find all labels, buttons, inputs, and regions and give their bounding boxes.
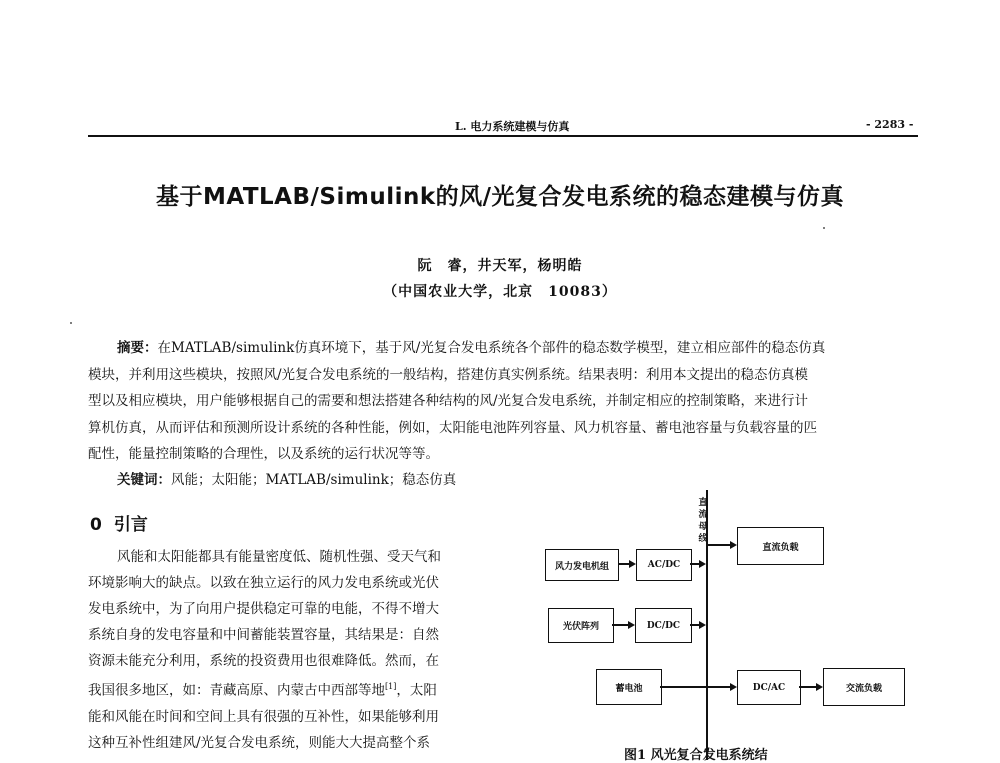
header-section: L. 电力系统建模与仿真 (455, 120, 570, 133)
abstract-label: 摘要： (117, 340, 158, 356)
body-line: 我国很多地区，如：青藏高原、内蒙古中西部等地[1]，太阳 (88, 682, 437, 699)
citation: [1] (385, 682, 397, 691)
keywords-text: 风能；太阳能；MATLAB/simulink；稳态仿真 (171, 472, 457, 488)
abstract-line: 模块，并利用这些模块，按照风/光复合发电系统的一般结构，搭建仿真实例系统。结果表明：利用本文提出的稳态仿真模 (88, 366, 809, 383)
body-line: 这种互补性组建风/光复合发电系统，则能大大提高整个系 (88, 734, 431, 751)
scan-speck (823, 227, 825, 229)
connector (708, 686, 732, 688)
arrow (628, 621, 635, 629)
acdc-block: AC/DC (636, 549, 692, 581)
dcac-block: DC/AC (737, 670, 801, 705)
battery-connector (660, 686, 706, 688)
header-page-number: - 2283 - (866, 118, 914, 131)
body-line: 能和风能在时间和空间上具有很强的互补性，如果能够利用 (88, 708, 439, 725)
keywords (117, 468, 456, 488)
figure-caption: 图1 风光复合发电系统结 (624, 748, 768, 763)
section-title: 引言 (113, 515, 148, 535)
arrow (699, 621, 706, 629)
wind-turbine-block: 风力发电机组 (545, 549, 619, 581)
affiliation: （中国农业大学，北京 10083） (383, 284, 617, 300)
arrow (629, 560, 636, 568)
connector (612, 624, 629, 626)
arrow (699, 560, 706, 568)
abstract-line: 型以及相应模块，用户能够根据自己的需要和想法搭建各种结构的风/光复合发电系统，并制定相应的控制策略，来进行计 (88, 393, 809, 409)
ac-load-block: 交流负载 (823, 668, 905, 706)
dc-load-block: 直流负载 (737, 527, 824, 565)
connector (799, 686, 817, 688)
authors: 阮 睿，井天军，杨明皓 (417, 258, 583, 274)
body-line: 风能和太阳能都具有能量密度低、随机性强、受天气和 (117, 549, 441, 565)
abstract-line: 算机仿真，从而评估和预测所设计系统的各种性能，例如，太阳能电池阵列容量、风力机容量、蓄电池容量与负载容量的匹 (88, 419, 817, 436)
abstract-line: 摘要：在MATLAB/simulink仿真环境下，基于风/光复合发电系统各个部件的稳态数学模型，建立相应部件的稳态仿真 (117, 340, 826, 356)
keywords-label: 关键词： (117, 472, 171, 488)
scan-speck (70, 322, 72, 324)
body-line: 资源未能充分利用，系统的投资费用也很难降低。然而，在 (88, 653, 439, 669)
arrow (730, 541, 737, 549)
arrow (730, 683, 737, 691)
pv-array-block: 光伏阵列 (548, 608, 614, 643)
paper-title: 基于MATLAB/Simulink的风/光复合发电系统的稳态建模与仿真 (155, 184, 845, 210)
abstract-line: 配性，能量控制策略的合理性，以及系统的运行状况等等。 (88, 446, 439, 462)
body-text (88, 544, 492, 756)
abstract (88, 335, 920, 468)
connector (708, 544, 732, 546)
section-number: 0 (90, 515, 102, 535)
body-line: 发电系统中，为了向用户提供稳定可靠的电能，不得不增大 (88, 601, 439, 617)
body-line: 系统自身的发电容量和中间蓄能装置容量，其结果是：自然 (88, 627, 439, 643)
battery-block: 蓄电池 (596, 669, 662, 705)
arrow (816, 683, 823, 691)
header-rule (88, 135, 918, 137)
body-line: 环境影响大的缺点。以致在独立运行的风力发电系统或光伏 (88, 575, 439, 591)
section-heading (90, 510, 148, 535)
dcdc-block: DC/DC (635, 608, 692, 643)
dc-bus-label: 直流母线 (698, 498, 708, 544)
